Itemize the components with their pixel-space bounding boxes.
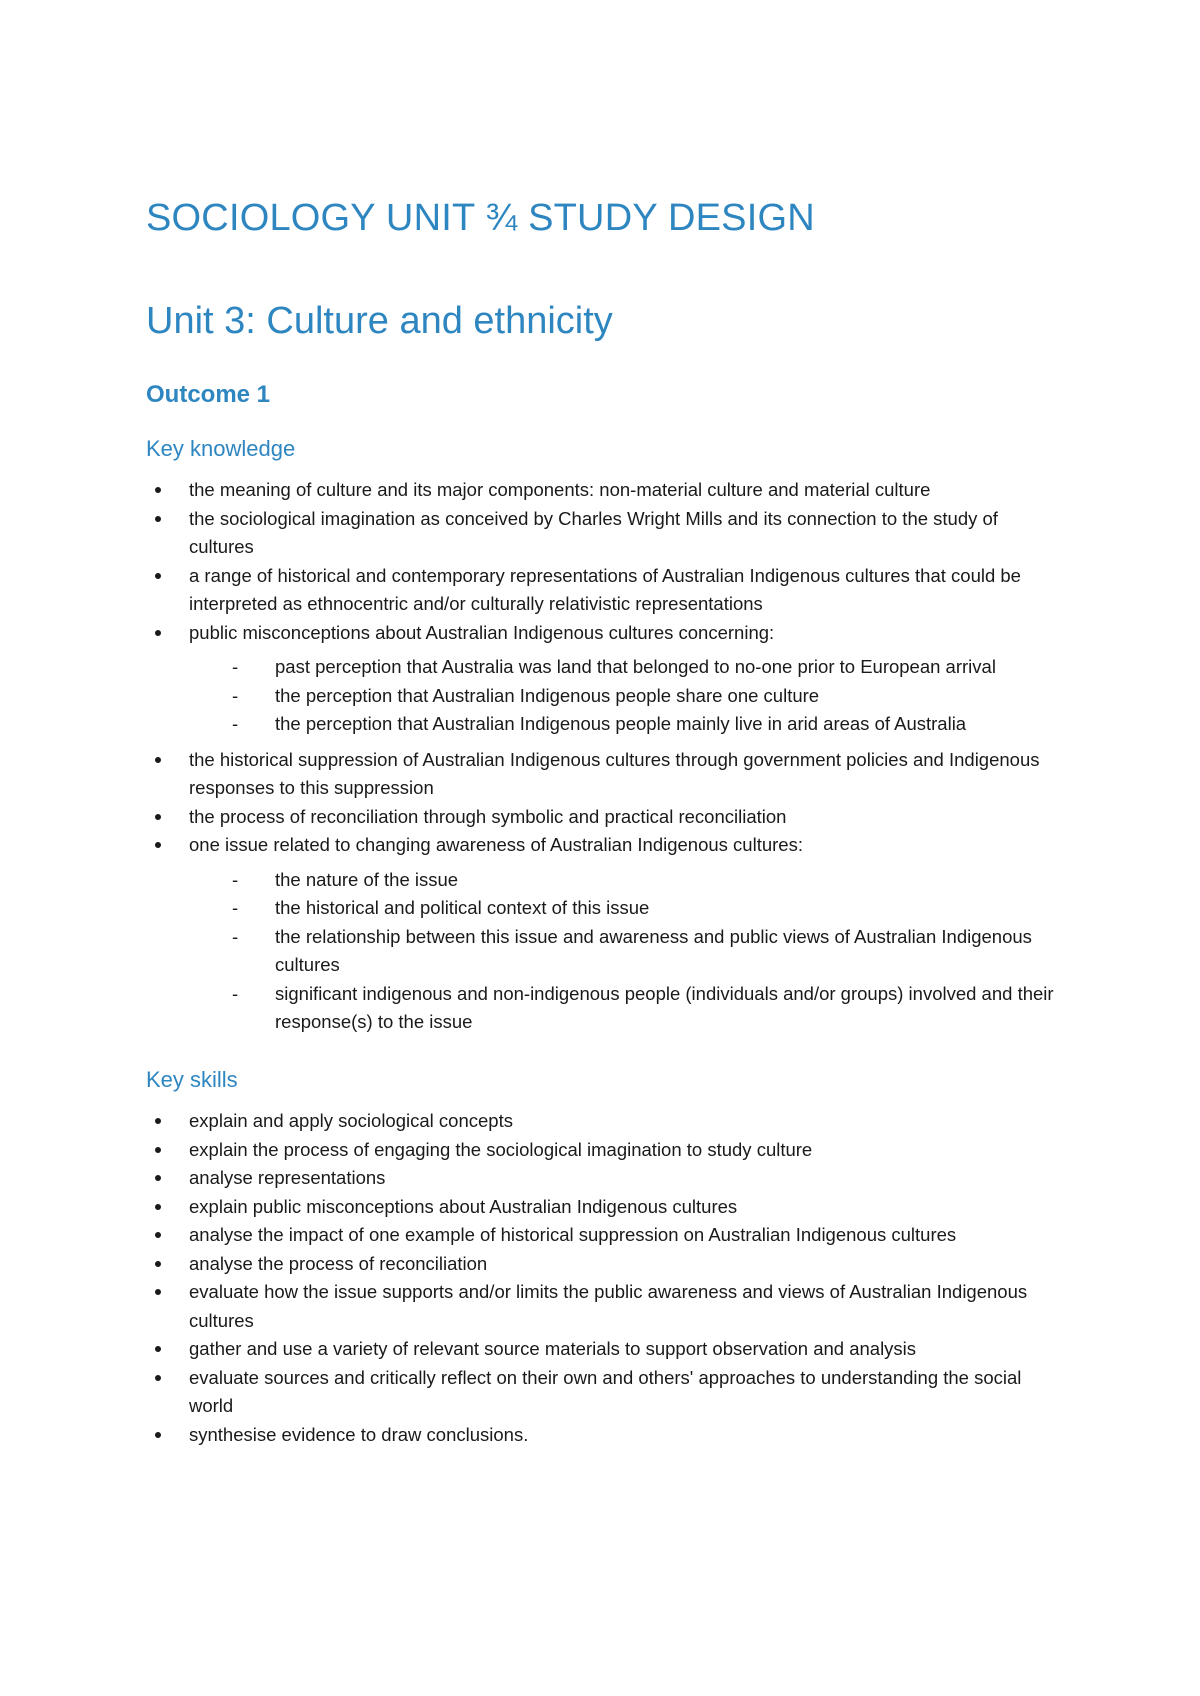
list-item <box>146 1364 1066 1421</box>
dash-icon: - <box>232 868 239 890</box>
list-item-text: explain the process of engaging the sociological imagination to study culture <box>189 1138 813 1160</box>
list-item-text: evaluate how the issue supports and/or limits the public awareness and views of Australian Indigenous cultures <box>189 1281 1028 1331</box>
bullet-icon <box>155 1289 161 1295</box>
list-item <box>146 619 1066 739</box>
list-item <box>146 803 1066 832</box>
list-item <box>146 1193 1066 1222</box>
list-item <box>146 1335 1066 1364</box>
list-item <box>146 746 1066 803</box>
list-item <box>146 1107 1066 1136</box>
list-item <box>146 562 1066 619</box>
list-item <box>146 505 1066 562</box>
bullet-icon <box>155 1175 161 1181</box>
list-item-text: analyse representations <box>189 1167 386 1189</box>
sublist-item-text: the perception that Australian Indigenous people mainly live in arid areas of Australia <box>275 713 967 735</box>
dash-icon: - <box>232 897 239 919</box>
list-item-text: the sociological imagination as conceived by Charles Wright Mills and its connection to the study of cultures <box>189 507 998 558</box>
sublist-item-text: the nature of the issue <box>275 868 459 890</box>
dash-icon: - <box>232 684 239 706</box>
sublist-item <box>189 866 1066 895</box>
bullet-icon <box>155 842 161 848</box>
bullet-icon <box>155 1432 161 1438</box>
document-content <box>146 196 1066 1449</box>
bullet-icon <box>155 1232 161 1238</box>
sublist-item <box>189 980 1066 1037</box>
list-item-text: gather and use a variety of relevant source materials to support observation and analysis <box>189 1338 917 1360</box>
list-item <box>146 1278 1066 1335</box>
document-title: SOCIOLOGY UNIT ¾ STUDY DESIGN <box>146 197 815 239</box>
outcome-heading: Outcome 1 <box>146 381 271 409</box>
sublist-item-text: significant indigenous and non-indigenous people (individuals and/or groups) involved and their response(s) to the issue <box>275 982 1054 1033</box>
misconceptions-sublist <box>189 653 1066 739</box>
bullet-icon <box>155 573 161 579</box>
bullet-icon <box>155 487 161 493</box>
dash-icon: - <box>232 656 239 678</box>
bullet-icon <box>155 516 161 522</box>
bullet-icon <box>155 1118 161 1124</box>
key-skills-heading: Key skills <box>146 1066 238 1092</box>
dash-icon: - <box>232 925 239 947</box>
list-item-text: the process of reconciliation through symbolic and practical reconciliation <box>189 805 787 827</box>
unit-title: Unit 3: Culture and ethnicity <box>146 299 613 342</box>
bullet-icon <box>155 1204 161 1210</box>
sublist-item-text: the historical and political context of this issue <box>275 897 650 919</box>
sublist-item <box>189 682 1066 711</box>
dash-icon: - <box>232 713 239 735</box>
list-item-text: the historical suppression of Australian Indigenous cultures through government policies and Indigenous responses to this suppression <box>189 748 1040 799</box>
sublist-item <box>189 710 1066 739</box>
key-skills-list <box>146 1107 1066 1449</box>
sublist-item-text: the perception that Australian Indigenous people share one culture <box>275 684 820 706</box>
dash-icon: - <box>232 982 239 1004</box>
bullet-icon <box>155 757 161 763</box>
list-item <box>146 1421 1066 1450</box>
sublist-item-text: past perception that Australia was land that belonged to no-one prior to European arrival <box>275 656 996 678</box>
list-item-text: the meaning of culture and its major components: non-material culture and material culture <box>189 479 931 501</box>
list-item <box>146 1164 1066 1193</box>
list-item <box>146 1136 1066 1165</box>
list-item <box>146 831 1066 1037</box>
bullet-icon <box>155 814 161 820</box>
list-item-text: analyse the process of reconciliation <box>189 1252 488 1274</box>
list-item-text: explain and apply sociological concepts <box>189 1110 513 1132</box>
list-item <box>146 1221 1066 1250</box>
bullet-icon <box>155 630 161 636</box>
list-item-text: evaluate sources and critically reflect on their own and others' approaches to understanding the social world <box>189 1366 1022 1417</box>
bullet-icon <box>155 1346 161 1352</box>
bullet-icon <box>155 1261 161 1267</box>
list-item-text: public misconceptions about Australian Indigenous cultures concerning: <box>189 621 775 643</box>
key-knowledge-list <box>146 476 1066 1037</box>
list-item-text: a range of historical and contemporary representations of Australian Indigenous cultures that could be interpreted as ethnocentric and/or culturally relativistic representations <box>189 564 1021 615</box>
list-item-text: explain public misconceptions about Australian Indigenous cultures <box>189 1195 738 1217</box>
issue-sublist <box>189 866 1066 1037</box>
bullet-icon <box>155 1375 161 1381</box>
sublist-item-text: the relationship between this issue and awareness and public views of Australian Indigenous cultures <box>275 925 1032 976</box>
list-item <box>146 1250 1066 1279</box>
sublist-item <box>189 923 1066 980</box>
list-item-text: synthesise evidence to draw conclusions. <box>189 1423 529 1445</box>
list-item-text: analyse the impact of one example of historical suppression on Australian Indigenous cultures <box>189 1224 957 1246</box>
sublist-item <box>189 653 1066 682</box>
sublist-item <box>189 894 1066 923</box>
list-item-text: one issue related to changing awareness of Australian Indigenous cultures: <box>189 834 803 856</box>
key-knowledge-heading: Key knowledge <box>146 435 296 461</box>
list-item <box>146 476 1066 505</box>
bullet-icon <box>155 1147 161 1153</box>
